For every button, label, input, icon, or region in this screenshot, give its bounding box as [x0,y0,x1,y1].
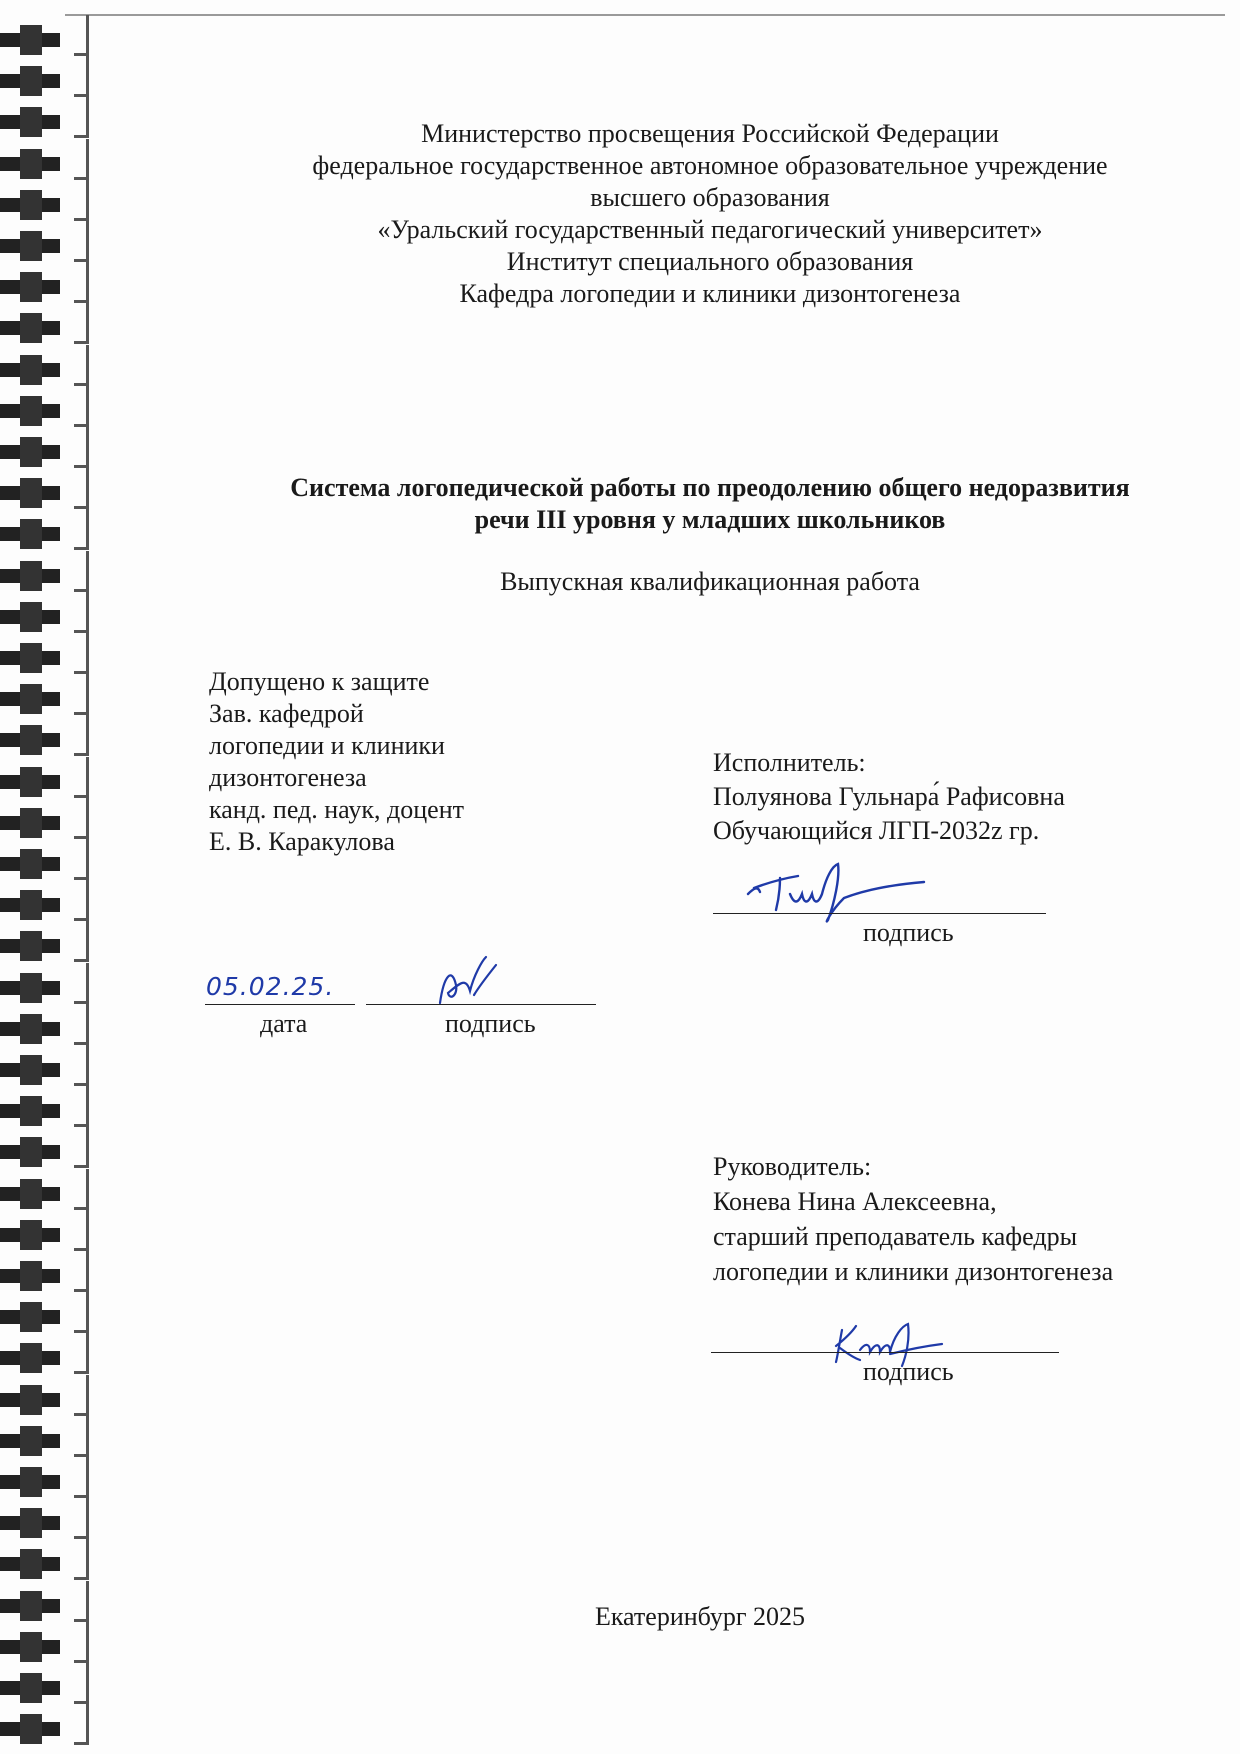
thesis-title-line-1: Система логопедической работы по преодолению общего недоразвития [290,473,1130,502]
supervisor-heading: Руководитель: [713,1152,872,1181]
binding-ring [0,1508,92,1538]
head-signature-label: подпись [445,1009,536,1038]
binding-ring [0,1385,92,1415]
executor-signature-line [713,913,1046,914]
supervisor-name: Конева Нина Алексеевна, [713,1187,997,1216]
binding-ring [0,149,92,179]
executor-heading: Исполнитель: [713,748,866,777]
binding-ring [0,890,92,920]
binding-ring [0,107,92,137]
city-year: Екатеринбург 2025 [594,1602,806,1631]
binding-ring [0,684,92,714]
binding-ring [0,1096,92,1126]
supervisor-signature-label: подпись [863,1357,954,1386]
page-top-edge [65,14,1225,16]
binding-ring [0,1591,92,1621]
binding-ring [0,1055,92,1085]
binding-ring [0,1302,92,1332]
binding-ring [0,190,92,220]
spiral-binding [0,0,110,1754]
executor-name: Полуянова Гульнара́ Рафисовна [713,782,1065,811]
executor-group: Обучающийся ЛГП-2032z гр. [713,816,1040,845]
binding-ring [0,478,92,508]
binding-ring [0,25,92,55]
binding-ring [0,519,92,549]
binding-ring [0,1426,92,1456]
binding-ring [0,602,92,632]
admission-line: Зав. кафедрой [209,699,364,728]
binding-ring [0,1261,92,1291]
binding-ring [0,725,92,755]
binding-ring [0,1549,92,1579]
binding-ring [0,355,92,385]
binding-ring [0,1632,92,1662]
binding-ring [0,313,92,343]
date-label: дата [260,1009,308,1038]
work-type: Выпускная квалификационная работа [500,567,920,596]
binding-ring [0,1220,92,1250]
binding-ring [0,272,92,302]
date-line [205,1004,355,1005]
handwritten-date: 05.02.25. [206,972,335,1001]
binding-ring [0,1467,92,1497]
institution-line-2: высшего образования [590,183,830,212]
binding-ring [0,396,92,426]
binding-ring [0,643,92,673]
admission-line: Е. В. Каракулова [209,827,395,856]
binding-ring [0,1179,92,1209]
binding-ring [0,231,92,261]
binding-ring [0,1673,92,1703]
admission-line: Допущено к защите [209,667,430,696]
binding-ring [0,1137,92,1167]
institute-name: Институт специального образования [506,247,914,276]
binding-ring [0,849,92,879]
department-name: Кафедра логопедии и клиники дизонтогенеза [459,279,961,308]
ministry-line: Министерство просвещения Российской Федерации [421,119,999,148]
admission-line: дизонтогенеза [209,763,367,792]
binding-ring [0,808,92,838]
head-signature-line [366,1004,596,1005]
binding-ring [0,973,92,1003]
binding-ring [0,1014,92,1044]
binding-ring [0,767,92,797]
binding-ring [0,437,92,467]
head-of-department-signature [430,955,520,1015]
university-name: «Уральский государственный педагогический университет» [377,215,1043,244]
binding-ring [0,931,92,961]
binding-ring [0,1714,92,1744]
binding-ring [0,66,92,96]
binding-ring [0,1343,92,1373]
executor-signature-label: подпись [863,918,954,947]
admission-line: канд. пед. наук, доцент [209,795,464,824]
admission-line: логопедии и клиники [209,731,445,760]
thesis-title-line-2: речи III уровня у младших школьников [474,505,946,534]
supervisor-position-2: логопедии и клиники дизонтогенеза [713,1257,1114,1286]
supervisor-signature-line [711,1352,1059,1353]
supervisor-position-1: старший преподаватель кафедры [713,1222,1078,1251]
institution-line-1: федеральное государственное автономное образовательное учреждение [312,151,1108,180]
binding-ring [0,561,92,591]
